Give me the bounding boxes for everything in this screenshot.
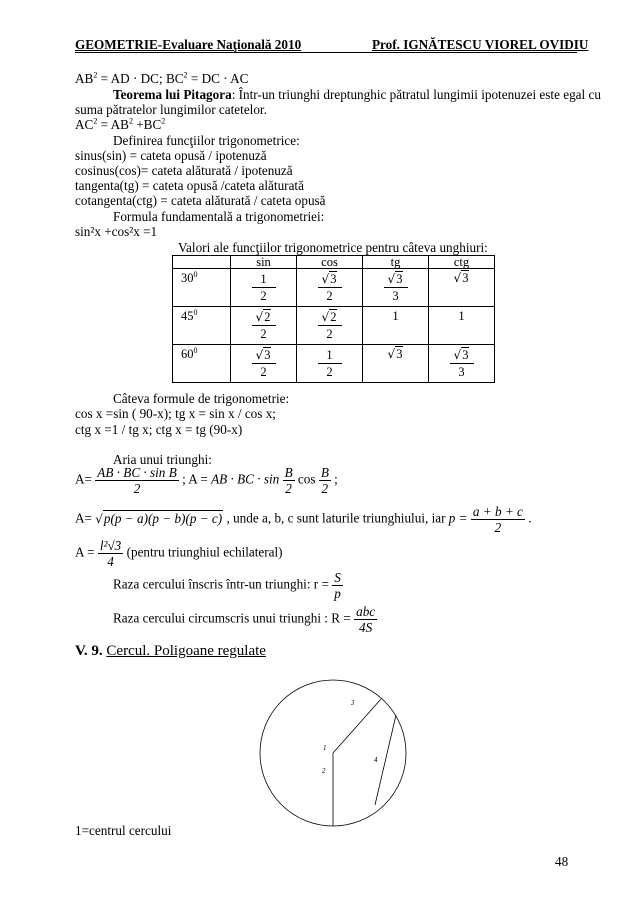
tg-45: 1 [392, 309, 399, 323]
trig-table [172, 255, 495, 383]
ctg-30: √3 [453, 271, 469, 285]
trig-def-cos: cosinus(cos)= cateta alăturată / ipotenuză [75, 163, 293, 178]
inscribed-radius: Raza cercului înscris într-un triunghi: r = $\frac{S}{p}$ [113, 570, 341, 602]
table-row [173, 307, 495, 345]
sin-60: √3 2 [231, 347, 296, 380]
pitagora-title: Teorema lui Pitagora [113, 87, 232, 102]
pitagora-line: Teorema lui Pitagora: Într-un triunghi dreptunghic pătratul lungimii ipotenuzei este egal cu [113, 87, 601, 102]
angle-45: $45^0$ [181, 307, 198, 323]
label-2: 2 [322, 767, 326, 775]
cos-30: √3 2 [297, 271, 362, 304]
relations-line: $AB^2$ = AD · DC; $BC^2$ = DC · AC [75, 70, 249, 86]
section-heading [75, 643, 266, 660]
formulas-line1: cos x =sin ( 90-x); tg x = sin x / cos x; [75, 406, 276, 421]
section-title: Cercul. Poligoane regulate [106, 643, 266, 659]
header-underline [75, 52, 577, 53]
tg-30: √3 3 [363, 271, 428, 304]
formulas-line2: ctg x =1 / tg x; ctg x = tg (90-x) [75, 422, 243, 437]
sin-30: 1 2 [231, 271, 296, 304]
pitagora-line2: suma pătratelor lungimilor catetelor. [75, 102, 267, 117]
table-header-ctg: ctg [429, 256, 495, 269]
ctg-60: √3 3 [429, 347, 494, 380]
area-eq1-fraction: $\frac{\text{AB · BC · sin B}}{2}$ [97, 465, 177, 497]
angle-30: $30^0$ [181, 269, 198, 285]
label-3: 3 [351, 699, 355, 707]
area-eq1: A= $\frac{\text{AB · BC · sin B}}{2}$ ; A = AB · BC · sin $\frac{B}{2}$ cos $\frac{B}{2}$ ; [75, 465, 338, 497]
header-right: Prof. IGNĂTESCU VIOREL OVIDIU [372, 37, 589, 52]
fundamental-formula: sin²x +cos²x =1 [75, 224, 158, 239]
table-row [173, 269, 495, 307]
formulas-title: Câteva formule de trigonometrie: [113, 391, 290, 406]
cos-45: √2 2 [297, 309, 362, 342]
table-header-tg: tg [363, 256, 429, 269]
table-header-cos: cos [297, 256, 363, 269]
table-header-sin: sin [231, 256, 297, 269]
label-4: 4 [374, 756, 378, 764]
legend: 1=centrul cercului [75, 823, 172, 838]
circle-diagram [255, 675, 415, 835]
table-row [173, 345, 495, 383]
radius-segment-2 [333, 699, 381, 753]
circumscribed-radius: Raza cercului circumscris unui triunghi : R = $\frac{\text{abc}}{4S}$ [113, 604, 376, 636]
sin-45: √2 2 [231, 309, 296, 342]
pitagora-formula: $AC^2 = AB^2 +BC^2$ [75, 116, 166, 132]
trig-def-tg: tangenta(tg) = cateta opusă /cateta alăturată [75, 178, 304, 193]
chord [375, 715, 396, 805]
equilateral-area: A = $\frac{\text{l²√3}}{4}$ (pentru triunghiul echilateral) [75, 538, 283, 570]
tg-60: √3 [387, 347, 403, 361]
cos-60: 1 2 [297, 347, 362, 380]
angle-60: $60^0$ [181, 345, 198, 361]
table-caption: Valori ale funcţiilor trigonometrice pentru câteva unghiuri: [178, 240, 488, 255]
table-header-empty [173, 256, 231, 269]
ctg-45: 1 [458, 309, 465, 323]
heron-formula-line: A= √p(p − a)(p − b)(p − c) , unde a, b, c sunt laturile triunghiului, iar p = $\frac{a + b + c}{2}$ . [75, 504, 532, 536]
page-number: 48 [555, 854, 569, 869]
label-1: 1 [323, 744, 327, 752]
fundamental-title: Formula fundamentală a trigonometriei: [113, 209, 325, 224]
section-number: V. 9. [75, 643, 103, 659]
header-left: GEOMETRIE-Evaluare Naţională 2010 [75, 37, 302, 52]
trig-def-sin: sinus(sin) = cateta opusă / ipotenuză [75, 148, 267, 163]
area-title: Aria unui triunghi: [113, 452, 212, 467]
trig-def-ctg: cotangenta(ctg) = cateta alăturată / cateta opusă [75, 193, 326, 208]
trig-def-title: Definirea funcţiilor trigonometrice: [113, 133, 300, 148]
